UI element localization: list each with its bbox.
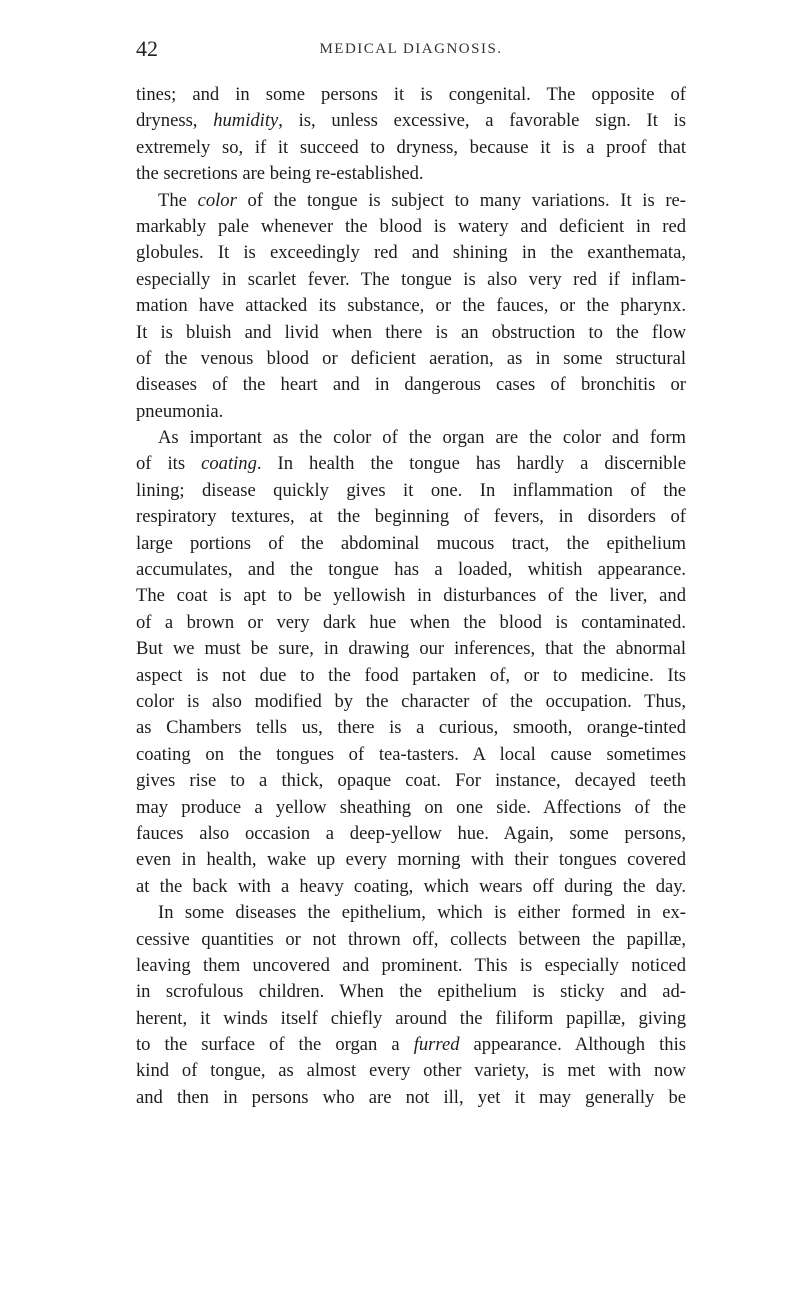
running-head: MEDICAL DIAGNOSIS.: [319, 41, 503, 57]
text-line: globules. It is exceedingly red and shining in the exanthemata,: [136, 242, 686, 264]
text-line: herent, it winds itself chiefly around the filiform papillæ, giving: [136, 1007, 686, 1029]
text-line: large portions of the abdominal mucous tract, the epithelium: [136, 532, 686, 554]
text-line: [136, 1032, 686, 1058]
text-line: aspect is not due to the food partaken of, or to medicine. Its: [136, 664, 686, 686]
text-segment: . In health the tongue has hardly a discernible: [256, 453, 686, 475]
italic-term: furred: [413, 1034, 460, 1056]
text-line: In some diseases the epithelium, which is either formed in ex-: [158, 902, 686, 924]
text-line: tines; and in some persons it is congenital. The opposite of: [136, 84, 686, 105]
text-line: especially in scarlet fever. The tongue is also very red if inflam-: [136, 268, 686, 290]
text-line: gives rise to a thick, opaque coat. For instance, decayed teeth: [136, 770, 686, 792]
text-line: But we must be sure, in drawing our inferences, that the abnormal: [136, 638, 686, 660]
text-line: respiratory textures, at the beginning of fevers, in disorders of: [136, 506, 686, 528]
italic-term: coating: [201, 453, 257, 475]
text-line: [136, 188, 686, 214]
text-segment: appearance. Although this: [459, 1034, 686, 1056]
body-text: [136, 82, 686, 1111]
text-line: color is also modified by the character of the occupation. Thus,: [136, 690, 686, 712]
page-header: [136, 36, 686, 62]
text-line: [136, 451, 686, 477]
text-segment: to the surface of the organ a: [136, 1034, 414, 1056]
page-number: 42: [136, 36, 158, 61]
text-line: It is bluish and livid when there is an obstruction to the flow: [136, 321, 686, 343]
italic-term: humidity: [213, 110, 279, 132]
text-line: coating on the tongues of tea-tasters. A local cause sometimes: [136, 743, 686, 765]
text-line: accumulates, and the tongue has a loaded, whitish appearance.: [136, 559, 686, 581]
text-line: the secretions are being re-established.: [136, 163, 424, 185]
italic-term: color: [197, 189, 237, 211]
text-line: at the back with a heavy coating, which wears off during the day.: [136, 875, 686, 897]
text-line: of a brown or very dark hue when the blood is contaminated.: [136, 611, 686, 633]
text-line: mation have attacked its substance, or the fauces, or the pharynx.: [136, 295, 686, 317]
text-line: and then in persons who are not ill, yet it may generally be: [136, 1086, 686, 1108]
text-line: in scrofulous children. When the epithelium is sticky and ad-: [136, 981, 686, 1003]
text-segment: of its: [136, 453, 202, 475]
text-line: diseases of the heart and in dangerous cases of bronchitis or: [136, 374, 686, 396]
text-line: [136, 108, 686, 134]
text-line: As important as the color of the organ are the color and form: [158, 427, 686, 449]
text-segment: The: [158, 189, 198, 211]
text-segment: dryness,: [136, 110, 214, 132]
text-line: leaving them uncovered and prominent. This is especially noticed: [136, 954, 686, 976]
text-line: kind of tongue, as almost every other variety, is met with now: [136, 1060, 686, 1082]
text-line: extremely so, if it succeed to dryness, because it is a proof that: [136, 136, 686, 158]
text-line: lining; disease quickly gives it one. In inflammation of the: [136, 479, 686, 501]
text-line: The coat is apt to be yellowish in disturbances of the liver, and: [136, 585, 686, 607]
text-line: pneumonia.: [136, 400, 224, 422]
text-line: of the venous blood or deficient aeration, as in some structural: [136, 347, 686, 369]
text-segment: of the tongue is subject to many variations. It is re-: [236, 189, 686, 211]
text-line: fauces also occasion a deep-yellow hue. Again, some persons,: [136, 822, 686, 844]
text-line: as Chambers tells us, there is a curious, smooth, orange-tinted: [136, 717, 686, 739]
text-line: cessive quantities or not thrown off, collects between the papillæ,: [136, 928, 686, 950]
text-line: markably pale whenever the blood is watery and deficient in red: [136, 215, 686, 237]
text-line: may produce a yellow sheathing on one side. Affections of the: [136, 796, 686, 818]
text-segment: , is, unless excessive, a favorable sign. It is: [278, 110, 686, 132]
text-line: even in health, wake up every morning with their tongues covered: [136, 849, 686, 871]
